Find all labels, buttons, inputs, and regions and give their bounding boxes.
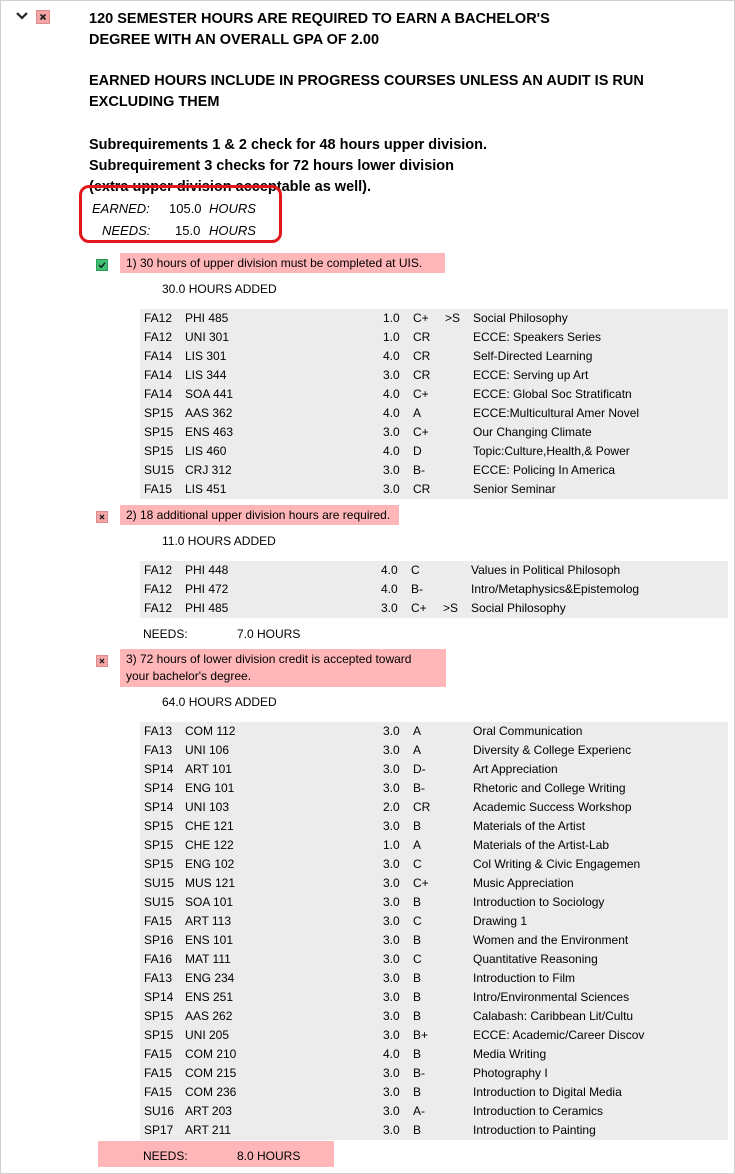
course-title: Art Appreciation [473,762,558,776]
course-row [140,423,728,442]
earned-unit: HOURS [209,201,256,216]
course-title: Senior Seminar [473,482,556,496]
course-row [140,561,728,580]
subrequirement-3-text-line1: 3) 72 hours of lower division credit is accepted toward [126,652,412,666]
course-row [140,1064,728,1083]
needs-label: NEEDS: [102,223,151,238]
course-grade: CR [413,800,431,814]
course-grade: B- [411,582,423,596]
highlight-callout [79,185,282,243]
course-hours: 4.0 [381,563,398,577]
course-hours: 3.0 [383,781,400,795]
course-title: Introduction to Film [473,971,576,985]
course-term: FA15 [144,914,173,928]
course-table-2 [140,561,728,618]
course-hours: 3.0 [383,971,400,985]
x-mark-icon [36,10,50,24]
course-term: FA13 [144,743,173,757]
course-row [140,1026,728,1045]
course-hours: 4.0 [383,387,400,401]
course-term: FA14 [144,368,173,382]
course-grade: B- [413,781,425,795]
course-title: ECCE:Multicultural Amer Novel [473,406,640,420]
course-hours: 4.0 [383,444,400,458]
requirement-note-line2: EXCLUDING THEM [89,94,220,110]
course-term: FA14 [144,387,173,401]
course-code: UNI 103 [185,800,230,814]
course-code: UNI 106 [185,743,230,757]
course-hours: 3.0 [383,914,400,928]
course-code: MAT 111 [185,952,231,966]
course-grade: CR [413,349,431,363]
needs-value: 15.0 [175,223,201,238]
course-code: ENG 101 [185,781,235,795]
course-row [140,1083,728,1102]
course-hours: 3.0 [383,724,400,738]
course-row [140,385,728,404]
course-code: PHI 485 [185,311,229,325]
course-title: Introduction to Digital Media [473,1085,622,1099]
x-mark-icon [96,511,108,523]
course-term: SP14 [144,762,174,776]
course-code: COM 236 [185,1085,237,1099]
course-hours: 3.0 [383,1123,400,1137]
course-grade: B [413,895,422,909]
course-hours: 3.0 [383,1028,400,1042]
subrequirement-note-2: Subrequirement 3 checks for 72 hours lower division [89,158,455,174]
course-grade: C [413,857,422,871]
course-code: ART 101 [185,762,232,776]
course-title: Materials of the Artist-Lab [473,838,610,852]
course-code: CHE 122 [185,838,234,852]
course-grade: B [413,1009,422,1023]
course-hours: 4.0 [383,406,400,420]
course-title: Our Changing Climate [473,425,592,439]
course-hours: 2.0 [383,800,400,814]
subrequirement-2-text: 2) 18 additional upper division hours are required. [126,508,391,522]
course-hours: 4.0 [383,349,400,363]
course-hours: 1.0 [383,838,400,852]
course-row [140,969,728,988]
course-code: MUS 121 [185,876,236,890]
course-term: SP15 [144,425,174,439]
course-term: SP15 [144,406,174,420]
course-code: LIS 451 [185,482,227,496]
course-flag: >S [443,601,459,615]
course-title: Materials of the Artist [473,819,586,833]
course-term: FA12 [144,563,173,577]
course-title: ECCE: Serving up Art [473,368,589,382]
subrequirement-3-hours-added: 64.0 HOURS ADDED [162,695,277,709]
course-row [140,893,728,912]
course-hours: 3.0 [383,952,400,966]
course-grade: A- [413,1104,425,1118]
course-flag: >S [445,311,461,325]
course-term: FA12 [144,582,173,596]
course-hours: 3.0 [383,463,400,477]
course-row [140,874,728,893]
course-term: FA13 [144,971,173,985]
course-title: Topic:Culture,Health,& Power [473,444,630,458]
course-row [140,988,728,1007]
course-hours: 3.0 [381,601,398,615]
course-title: ECCE: Academic/Career Discov [473,1028,645,1042]
course-term: SP15 [144,819,174,833]
course-term: SU15 [144,876,175,890]
course-table-3 [140,722,728,1140]
course-term: FA15 [144,1066,173,1080]
subrequirement-1-hours-added: 30.0 HOURS ADDED [162,282,277,296]
course-grade: B+ [413,1028,429,1042]
course-term: SP14 [144,781,174,795]
course-hours: 3.0 [383,857,400,871]
course-term: SP15 [144,1028,174,1042]
course-code: ENG 102 [185,857,235,871]
course-title: Col Writing & Civic Engagemen [473,857,641,871]
subrequirement-1-title [120,253,445,273]
course-grade: CR [413,482,431,496]
course-row [140,1045,728,1064]
course-term: FA13 [144,724,173,738]
course-grade: B [413,971,422,985]
course-grade: A [413,406,422,420]
course-term: SP15 [144,444,174,458]
course-row [140,950,728,969]
requirement-heading-line2: DEGREE WITH AN OVERALL GPA OF 2.00 [89,32,380,48]
course-hours: 3.0 [383,1009,400,1023]
course-grade: A [413,743,422,757]
course-title: Media Writing [473,1047,547,1061]
checkmark-icon [96,259,108,271]
course-code: AAS 362 [185,406,233,420]
earned-value: 105.0 [169,201,202,216]
course-row [140,309,728,328]
course-grade: B [413,933,422,947]
course-row [140,836,728,855]
course-grade: D- [413,762,426,776]
course-table-1 [140,309,728,499]
course-hours: 3.0 [383,743,400,757]
course-term: FA15 [144,1085,173,1099]
course-code: ENS 463 [185,425,234,439]
course-title: ECCE: Policing In America [473,463,616,477]
course-code: PHI 472 [185,582,229,596]
course-row [140,741,728,760]
course-code: COM 210 [185,1047,237,1061]
course-hours: 3.0 [383,1066,400,1080]
course-grade: D [413,444,422,458]
course-hours: 1.0 [383,330,400,344]
course-grade: A [413,838,422,852]
course-code: AAS 262 [185,1009,233,1023]
course-title: Music Appreciation [473,876,574,890]
subrequirement-2-needs-label: NEEDS: [143,627,188,641]
course-term: FA14 [144,349,173,363]
course-grade: C+ [413,876,429,890]
course-hours: 3.0 [383,425,400,439]
needs-unit: HOURS [209,223,256,238]
course-grade: B [413,1085,422,1099]
subrequirement-3-needs-value: 8.0 HOURS [237,1149,301,1163]
subrequirement-3-needs-label: NEEDS: [143,1149,188,1163]
course-hours: 1.0 [383,311,400,325]
course-title: Oral Communication [473,724,583,738]
course-row [140,328,728,347]
course-term: SU16 [144,1104,175,1118]
course-grade: CR [413,330,431,344]
course-grade: B [413,1047,422,1061]
course-code: CRJ 312 [185,463,232,477]
subrequirement-2-title [120,505,399,525]
course-code: ART 203 [185,1104,232,1118]
course-grade: B [413,819,422,833]
course-row [140,912,728,931]
course-code: LIS 460 [185,444,227,458]
course-row [140,599,728,618]
course-term: SP15 [144,857,174,871]
subrequirement-3-text-line2: your bachelor's degree. [126,669,252,683]
course-title: Introduction to Sociology [473,895,605,909]
course-title: Women and the Environment [473,933,629,947]
course-term: SP16 [144,933,174,947]
course-title: Calabash: Caribbean Lit/Cultu [473,1009,634,1023]
course-code: SOA 101 [185,895,234,909]
course-term: SU15 [144,463,175,477]
course-hours: 3.0 [383,1085,400,1099]
course-hours: 4.0 [383,1047,400,1061]
course-term: FA16 [144,952,173,966]
course-hours: 3.0 [383,990,400,1004]
course-code: COM 112 [185,724,236,738]
course-title: ECCE: Global Soc Stratificatn [473,387,632,401]
course-grade: B [413,990,422,1004]
course-row [140,1121,728,1140]
course-term: SP15 [144,1009,174,1023]
course-title: Self-Directed Learning [473,349,593,363]
subrequirement-note-1: Subrequirements 1 & 2 check for 48 hours upper division. [89,137,488,153]
subrequirement-1-text: 1) 30 hours of upper division must be completed at UIS. [126,256,423,270]
course-grade: A [413,724,422,738]
course-hours: 3.0 [383,482,400,496]
course-hours: 3.0 [383,762,400,776]
course-row [140,817,728,836]
course-title: Drawing 1 [473,914,528,928]
course-title: Intro/Environmental Sciences [473,990,630,1004]
course-term: SP14 [144,800,174,814]
course-term: FA12 [144,601,173,615]
course-row [140,580,728,599]
course-grade: C+ [413,387,429,401]
course-term: FA15 [144,482,173,496]
course-row [140,442,728,461]
course-hours: 3.0 [383,1104,400,1118]
course-term: SP17 [144,1123,174,1137]
course-row [140,931,728,950]
course-row [140,722,728,741]
course-grade: B- [413,463,425,477]
course-term: FA12 [144,311,173,325]
course-hours: 3.0 [383,876,400,890]
course-grade: B [413,1123,422,1137]
course-code: CHE 121 [185,819,234,833]
course-code: LIS 301 [185,349,227,363]
course-grade: C [411,563,420,577]
course-title: Introduction to Ceramics [473,1104,604,1118]
course-term: SP15 [144,838,174,852]
course-code: PHI 448 [185,563,229,577]
earned-label: EARNED: [92,201,150,216]
course-grade: B- [413,1066,425,1080]
course-term: FA12 [144,330,173,344]
subrequirement-2-hours-added: 11.0 HOURS ADDED [162,534,276,548]
course-hours: 3.0 [383,368,400,382]
course-title: Photography I [473,1066,548,1080]
course-term: SP14 [144,990,174,1004]
course-grade: C+ [413,425,429,439]
x-mark-icon [96,655,108,667]
course-row [140,461,728,480]
course-row [140,760,728,779]
course-code: LIS 344 [185,368,227,382]
course-code: ENG 234 [185,971,235,985]
course-code: ENS 101 [185,933,234,947]
course-row [140,855,728,874]
course-code: UNI 205 [185,1028,230,1042]
subrequirement-note-3: (extra upper division acceptable as well). [89,179,372,195]
course-code: ART 211 [185,1123,232,1137]
course-code: SOA 441 [185,387,234,401]
course-row [140,347,728,366]
course-code: COM 215 [185,1066,237,1080]
course-row [140,404,728,423]
course-title: Quantitative Reasoning [473,952,598,966]
course-title: Values in Political Philosoph [471,563,621,577]
course-grade: C [413,914,422,928]
course-hours: 3.0 [383,895,400,909]
subrequirement-3-title [120,649,446,687]
course-code: ENS 251 [185,990,234,1004]
course-title: Diversity & College Experienc [473,743,632,757]
course-title: Rhetoric and College Writing [473,781,626,795]
course-code: ART 113 [185,914,232,928]
course-hours: 3.0 [383,819,400,833]
course-code: UNI 301 [185,330,230,344]
course-row [140,798,728,817]
course-title: Social Philosophy [471,601,566,615]
course-hours: 3.0 [383,933,400,947]
requirement-note-line1: EARNED HOURS INCLUDE IN PROGRESS COURSES UNLESS AN AUDIT IS RUN [89,73,644,89]
requirement-heading-line1: 120 SEMESTER HOURS ARE REQUIRED TO EARN A BACHELOR'S [89,11,550,27]
course-title: Social Philosophy [473,311,568,325]
course-title: Intro/Metaphysics&Epistemolog [471,582,640,596]
course-code: PHI 485 [185,601,229,615]
course-row [140,779,728,798]
course-term: FA15 [144,1047,173,1061]
course-grade: C [413,952,422,966]
course-row [140,480,728,499]
course-grade: C+ [411,601,427,615]
course-grade: C+ [413,311,429,325]
course-title: Introduction to Painting [473,1123,596,1137]
course-row [140,366,728,385]
course-row [140,1007,728,1026]
course-hours: 4.0 [381,582,398,596]
course-grade: CR [413,368,431,382]
course-row [140,1102,728,1121]
course-term: SU15 [144,895,175,909]
course-title: Academic Success Workshop [473,800,632,814]
course-title: ECCE: Speakers Series [473,330,602,344]
chevron-down-icon[interactable] [14,8,30,24]
subrequirement-2-needs-value: 7.0 HOURS [237,627,301,641]
